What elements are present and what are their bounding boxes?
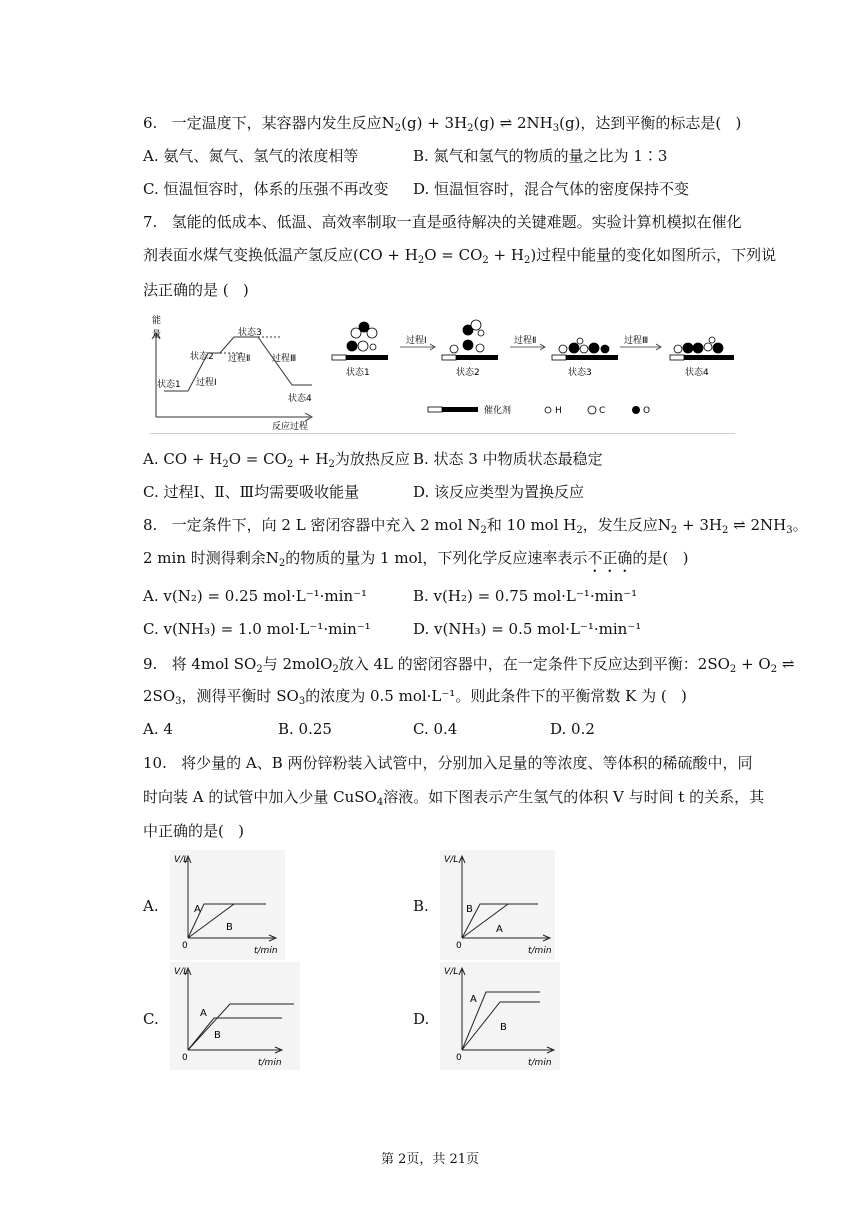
state3-label: 状态3	[238, 328, 262, 338]
q6-option-b: B. 氮气和氢气的物质的量之比为 1∶3	[413, 147, 668, 165]
arrow-process1-label: 过程Ⅰ	[406, 336, 427, 346]
q6-option-c: C. 恒温恒容时，体系的压强不再改变	[143, 180, 389, 198]
graph-d	[440, 962, 560, 1070]
process1-label: 过程Ⅰ	[196, 378, 217, 388]
q7-option-d: D. 该反应类型为置换反应	[413, 483, 585, 501]
graph-d-series-b: B	[500, 1022, 507, 1033]
graph-a	[170, 850, 285, 960]
graph-d-origin: 0	[456, 1053, 462, 1063]
graph-b-ylabel: V/L	[444, 855, 459, 865]
state1-label: 状态1	[157, 380, 181, 390]
graph-b-series-a: A	[496, 924, 503, 935]
graph-c-origin: 0	[182, 1053, 188, 1063]
q10-option-c-label: C.	[143, 1010, 159, 1028]
graph-c	[170, 962, 300, 1070]
graph-d-xlabel: t/min	[528, 1058, 552, 1068]
graph-b-series-b: B	[466, 904, 473, 915]
graph-a-series-a: A	[194, 904, 201, 915]
graph-c-ylabel: V/L	[174, 967, 189, 977]
q6-stem: 6. 一定温度下，某容器内发生反应$N_2(g) + 3H_2(g)$ ⇌ $2NH_3(g)$，达到平衡的标志是( )	[143, 114, 742, 134]
q9-option-d: D. 0.2	[550, 720, 595, 738]
energy-y-label-2: 量	[152, 330, 162, 340]
graph-a-origin: 0	[182, 941, 188, 951]
state2-label: 状态2	[190, 352, 214, 362]
emphasis-not-correct: 不正确	[587, 549, 633, 567]
q8-stem-line2: 2 min 时测得剩余$N_2$的物质的量为 1 mol，下列化学反应速率表示不正确的是( )	[143, 549, 689, 569]
state3-caption: 状态3	[568, 368, 592, 378]
q7-option-a: A. CO + $H_2O = CO_2 + H_2$为放热反应	[143, 450, 410, 470]
q8-stem-line1: 8. 一定条件下，向 2 L 密闭容器中充入 2 mol $N_2$和 10 mol $H_2$，发生反应$N_2 + 3H_2$ ⇌ $2NH_3$。	[143, 516, 808, 536]
state4-caption: 状态4	[685, 368, 709, 378]
q9-stem-line1: 9. 将 4mol $SO_2$与 2molO$_2$放入 4L 的密闭容器中，在一定条件下反应达到平衡：$2SO_2 + O_2$ ⇌	[143, 655, 795, 675]
q10-stem-line3: 中正确的是( )	[143, 822, 245, 840]
arrow-process3-label: 过程Ⅲ	[624, 336, 649, 346]
q10-option-b-label: B.	[413, 897, 429, 915]
page-footer: 第 2页，共 21页	[380, 1152, 480, 1167]
q6-option-a: A. 氨气、氮气、氢气的浓度相等	[143, 147, 359, 165]
q8-option-b: B. v(H₂) = 0.75 mol·L⁻¹·min⁻¹	[413, 587, 638, 605]
graph-c-series-b: B	[214, 1030, 221, 1041]
q10-stem-line2: 时向装 A 的试管中加入少量 CuSO$_4$溶液。如下图表示产生氢气的体积 V 与时间 t 的关系，其	[143, 788, 765, 808]
q7-stem-line1: 7. 氢能的低成本、低温、高效率制取一直是亟待解决的关键难题。实验计算机模拟在催化	[143, 213, 742, 231]
legend-h: H	[555, 406, 562, 416]
q8-option-d: D. v(NH₃) = 0.5 mol·L⁻¹·min⁻¹	[413, 620, 642, 638]
q7-stem-line3: 法正确的是 ( )	[143, 281, 249, 299]
q10-stem-line1: 10. 将少量的 A、B 两份锌粉装入试管中，分别加入足量的等浓度、等体积的稀硫酸中，同	[143, 754, 753, 772]
graph-b-xlabel: t/min	[528, 946, 552, 956]
q10-option-a-label: A.	[143, 897, 159, 915]
graph-a-xlabel: t/min	[254, 946, 278, 956]
graph-c-xlabel: t/min	[258, 1058, 282, 1068]
legend-catalyst: 催化剂	[484, 406, 512, 416]
graph-d-series-a: A	[470, 994, 477, 1005]
q7-stem-line2: 剂表面水煤气变换低温产氢反应$(CO + H_2O = CO_2 + H_2)$过程中能量的变化如图所示，下列说	[143, 246, 777, 266]
q6-option-d: D. 恒温恒容时，混合气体的密度保持不变	[413, 180, 690, 198]
process2-label: 过程Ⅱ	[228, 354, 251, 364]
energy-y-label-1: 能	[152, 316, 162, 326]
legend	[428, 406, 640, 414]
state1-caption: 状态1	[346, 368, 370, 378]
q7-option-b: B. 状态 3 中物质状态最稳定	[413, 450, 603, 468]
q7-option-c: C. 过程Ⅰ、Ⅱ、Ⅲ均需要吸收能量	[143, 483, 360, 501]
energy-x-label: 反应过程	[272, 422, 309, 432]
graph-c-series-a: A	[200, 1008, 207, 1019]
q9-option-a: A. 4	[143, 720, 173, 738]
legend-o: O	[643, 406, 651, 416]
graph-b	[440, 850, 555, 960]
energy-diagram	[150, 313, 740, 433]
graph-a-ylabel: V/L	[174, 855, 189, 865]
graph-d-ylabel: V/L	[444, 967, 459, 977]
graph-b-origin: 0	[456, 941, 462, 951]
process3-label: 过程Ⅲ	[272, 354, 297, 364]
arrow-process2-label: 过程Ⅱ	[514, 336, 537, 346]
q9-option-c: C. 0.4	[413, 720, 458, 738]
figure-divider	[150, 433, 735, 434]
q10-option-d-label: D.	[413, 1010, 430, 1028]
state4-label: 状态4	[288, 394, 312, 404]
q8-option-c: C. v(NH₃) = 1.0 mol·L⁻¹·min⁻¹	[143, 620, 371, 638]
q9-stem-line2: $2SO_3$，测得平衡时 $SO_3$的浓度为 0.5 mol·L⁻¹。则此条件下的平衡常数 K 为 ( )	[143, 687, 687, 707]
legend-c: C	[599, 406, 606, 416]
q9-option-b: B. 0.25	[278, 720, 332, 738]
catalyst-surfaces	[332, 355, 734, 360]
q8-option-a: A. v(N₂) = 0.25 mol·L⁻¹·min⁻¹	[143, 587, 368, 605]
state2-caption: 状态2	[456, 368, 480, 378]
graph-a-series-b: B	[226, 922, 233, 933]
